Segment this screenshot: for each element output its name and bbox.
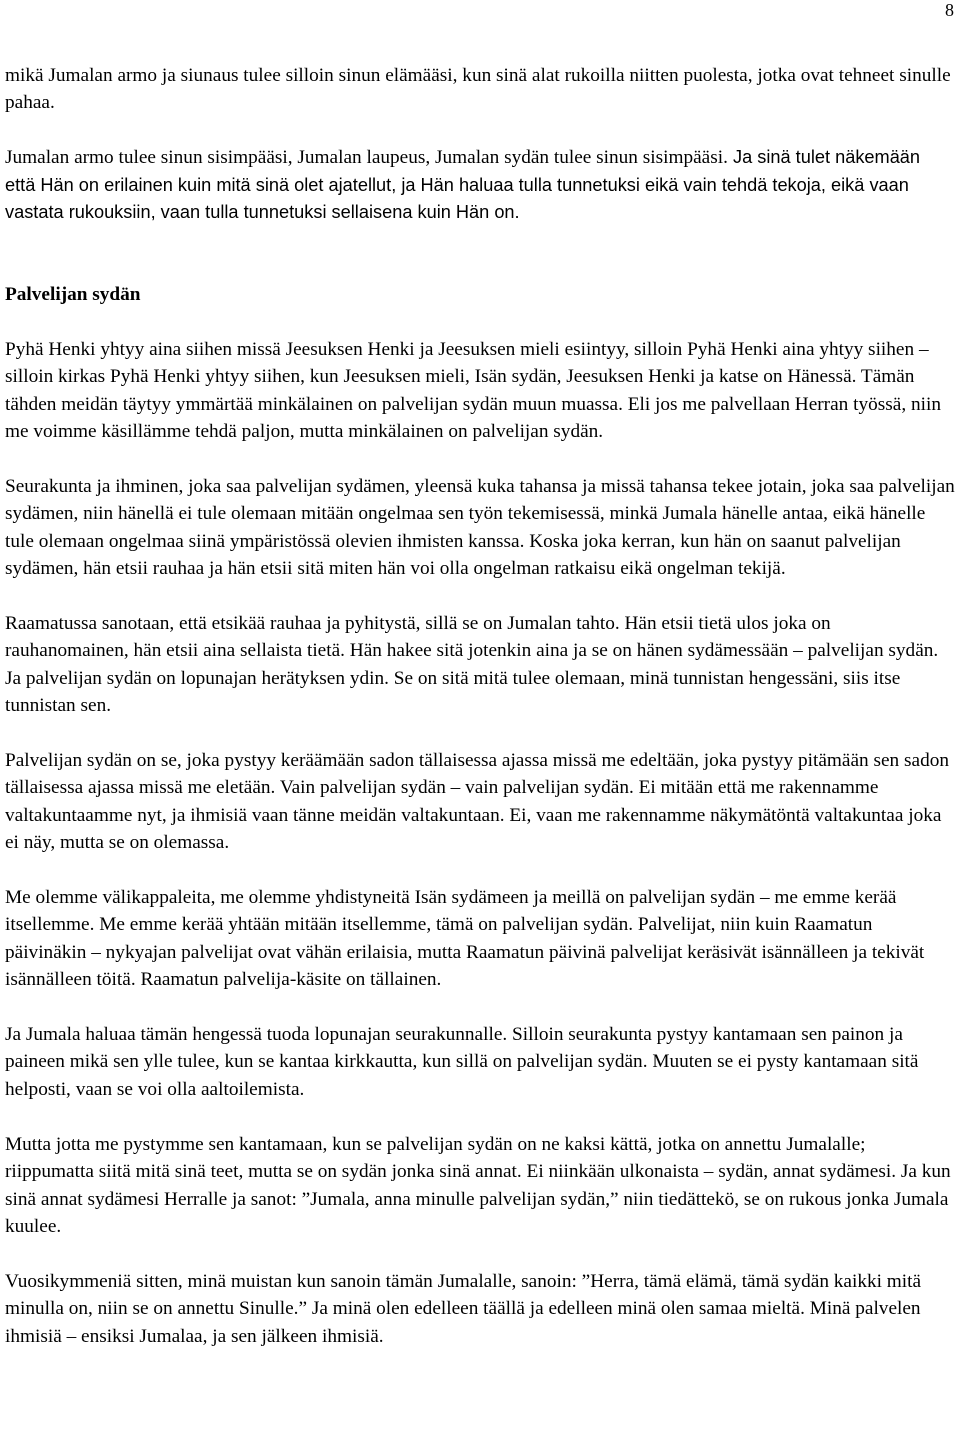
spacer	[5, 254, 955, 281]
paragraph-2	[5, 144, 955, 226]
paragraph-8: Ja Jumala haluaa tämän hengessä tuoda lopunajan seurakunnalle. Silloin seurakunta pystyy kantamaan sen painon ja paineen mikä sen ylle tulee, kun se kantaa kirkkautta, kun sillä on palvelijan sydän. Muuten se ei pysty kantamaan sitä helposti, vaan se voi olla aaltoilemista.	[5, 1024, 919, 1100]
paragraph-9: Mutta jotta me pystymme sen kantamaan, kun se palvelijan sydän on ne kaksi kättä, jotka on annettu Jumalalle; riippumatta siitä mitä sinä teet, mutta se on sydän jonka sinä annat. Ei niinkään ulkonaista – sydän, annat sydämesi. Ja kun sinä annat sydämesi Herralle ja sanot: ”Jumala, anna minulle palvelijan sydän,” niin tiedättekö, se on rukous jonka Jumala kuulee.	[5, 1133, 951, 1237]
paragraph-10: Vuosikymmeniä sitten, minä muistan kun sanoin tämän Jumalalle, sanoin: ”Herra, tämä elämä, tämä sydän kaikki mitä minulla on, niin se on annettu Sinulle.” Ja minä olen edelleen täällä ja edelleen minä olen samaa mieltä. Minä palvelen ihmisiä – ensiksi Jumalaa, ja sen jälkeen ihmisiä.	[5, 1270, 922, 1347]
page-number: 8	[945, 0, 954, 20]
document-body	[5, 62, 955, 1377]
paragraph-1: mikä Jumalan armo ja siunaus tulee silloin sinun elämääsi, kun sinä alat rukoilla niitten puolesta, jotka ovat tehneet sinulle pahaa.	[5, 65, 951, 114]
paragraph-3: Pyhä Henki yhtyy aina siihen missä Jeesuksen Henki ja Jeesuksen mieli esiintyy, silloin Pyhä Henki aina yhtyy siihen – silloin kirkas Pyhä Henki yhtyy siihen, kun Jeesuksen mieli, Isän sydän, Jeesuksen Henki ja katse on Hänessä. Tämän tähden meidän täytyy ymmärtää minkälainen on palvelijan sydän muun muassa. Eli jos me palvellaan Herran työssä, niin me voimme käsillämme tehdä paljon, mutta minkälainen on palvelijan sydän.	[5, 339, 941, 443]
paragraph-2-serif-part: Jumalan armo tulee sinun sisimpääsi, Jumalan laupeus, Jumalan sydän tulee sinun sisimpääsi.	[5, 147, 728, 169]
paragraph-6: Palvelijan sydän on se, joka pystyy keräämään sadon tällaisessa ajassa missä me edeltään, joka pystyy pitämään sen sadon tällaisessa ajassa missä me eletään. Vain palvelijan sydän – vain palvelijan sydän. Ei mitään että me rakennamme valtakuntaamme nyt, ja ihmisiä vaan tänne meidän valtakuntaan. Ei, vaan me rakennamme näkymätöntä valtakuntaa joka ei näy, mutta se on olemassa.	[5, 750, 949, 854]
paragraph-7: Me olemme välikappaleita, me olemme yhdistyneitä Isän sydämeen ja meillä on palvelijan sydän – me emme kerää itsellemme. Me emme kerää yhtään mitään itsellemme, tämä on palvelijan sydän. Palvelijat, niin kuin Raamatun päivinäkin – nykyajan palvelijat ovat vähän erilaisia, mutta Raamatun päivinä palvelijat keräsivät isännälleen ja tekivät isännälleen töitä. Raamatun palvelija-käsite on tällainen.	[5, 887, 925, 991]
section-heading: Palvelijan sydän	[5, 284, 141, 306]
paragraph-5: Raamatussa sanotaan, että etsikää rauhaa ja pyhitystä, sillä se on Jumalan tahto. Hän etsii tietä ulos joka on rauhanomainen, hän etsii aina sellaista tietä. Hän hakee sitä jotenkin aina ja se on hänen sydämessään – palvelijan sydän. Ja palvelijan sydän on lopunajan herätyksen ydin. Se on sitä mitä tulee olemaan, minä tunnistan hengessäni, siis itse tunnistan sen.	[5, 613, 939, 717]
paragraph-2-sans-part: Ja sinä tulet näkemään että Hän on erilainen kuin mitä sinä olet ajatellut, ja Hän haluaa tulla tunnetuksi eikä vain tehdä tekoja, eikä vaan vastata rukouksiin, vaan tulla tunnetuksi sellaisena kuin Hän on.	[5, 147, 921, 223]
paragraph-4: Seurakunta ja ihminen, joka saa palvelijan sydämen, yleensä kuka tahansa ja missä tahansa tekee jotain, joka saa palvelijan sydämen, niin hänellä ei tule olemaan mitään ongelmaa sen työn tekemisessä, minkä Jumala hänelle antaa, eikä hänelle tule olemaan ongelmaa siinä ympäristössä olevien ihmisten kanssa. Koska joka kerran, kun hän on saanut palvelijan sydämen, hän etsii rauhaa ja hän etsii sitä miten hän voi olla ongelman ratkaisu eikä ongelman tekijä.	[5, 476, 955, 580]
